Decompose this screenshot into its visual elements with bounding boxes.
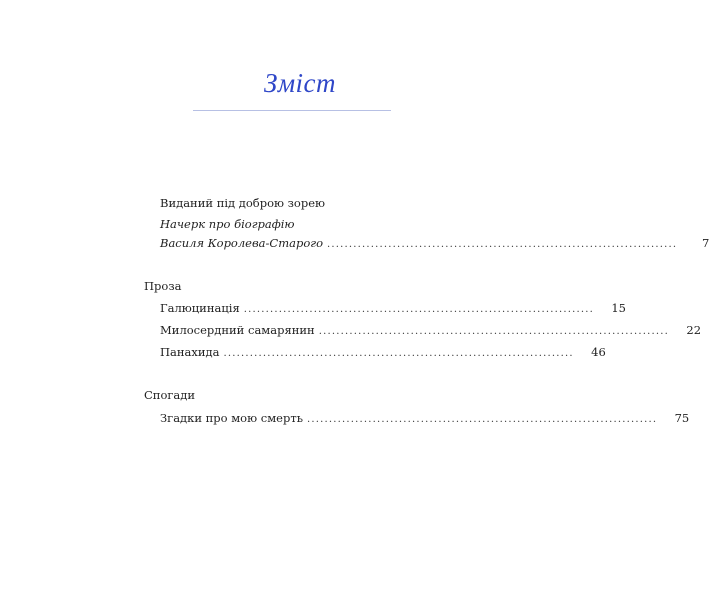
toc-intro-subtitle-text2: Василя Королева-Старого	[160, 236, 323, 250]
leader-dots: ................................................................................	[327, 239, 678, 250]
page-number: 75	[674, 411, 690, 425]
toc-entry[interactable]	[160, 342, 606, 362]
entry-title: Згадки про мою смерть	[160, 411, 303, 425]
toc-intro-subtitle-line1	[160, 214, 434, 234]
entry-title: Панахида	[160, 345, 220, 359]
toc-entry[interactable]	[160, 298, 626, 318]
entry-title: Милосердний самарянин	[160, 323, 315, 337]
toc-intro-heading-text: Виданий під доброю зорею	[160, 196, 326, 210]
page-number: 15	[611, 301, 626, 315]
leader-dots: ................................................................................	[318, 326, 670, 337]
leader-dots: ................................................................................	[223, 348, 574, 359]
toc-entry[interactable]	[160, 408, 690, 428]
page-number: 46	[591, 345, 606, 359]
leader-dots: ................................................................................	[306, 414, 658, 425]
toc-entry[interactable]	[160, 320, 702, 340]
toc-intro-heading	[160, 193, 434, 213]
toc-intro-entry[interactable]	[160, 233, 709, 253]
section-heading-spohady: Спогади	[144, 388, 196, 402]
page-number: 22	[686, 323, 702, 337]
page-number: 7	[701, 236, 709, 250]
entry-title: Галюцинація	[160, 301, 240, 315]
title-underline	[193, 110, 391, 111]
page-title: Зміст	[263, 68, 337, 98]
section-heading-proza: Проза	[144, 279, 182, 293]
toc-intro-subtitle-text1: Начерк про біографію	[160, 217, 295, 231]
leader-dots: ................................................................................	[243, 304, 594, 315]
